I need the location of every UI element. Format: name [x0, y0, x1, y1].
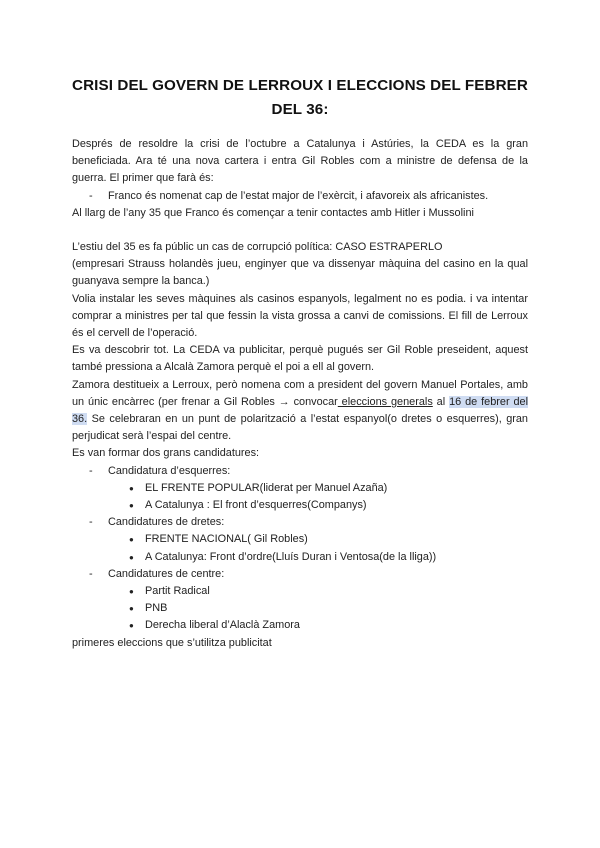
- paragraph-estraperlo: L’estiu del 35 es fa públic un cas de corrupció política: CASO ESTRAPERLO: [72, 241, 443, 254]
- paragraph-strauss: (empresari Strauss holandès jueu, enginyer que va dissenyar màquina del casino en la qual guanyava sempre la banca.): [72, 258, 528, 288]
- sub-list-item-text: Partit Radical: [145, 585, 210, 598]
- dash-marker: -: [89, 516, 93, 529]
- dash-marker: -: [89, 189, 93, 202]
- dash-marker: -: [89, 567, 93, 580]
- sub-list-item-text: A Catalunya: Front d’ordre(Lluís Duran i Ventosa(de la lliga)): [145, 550, 437, 563]
- sub-list-item: [72, 617, 528, 634]
- sub-list-item: [72, 531, 528, 548]
- eleccions-generals-link[interactable]: eleccions generals: [337, 395, 433, 408]
- sub-list-item-text: Derecha liberal d’Alaclà Zamora: [145, 619, 300, 632]
- dash-marker: -: [89, 464, 93, 477]
- title-line-2: DEL 36:: [271, 101, 329, 118]
- sub-list-item: [72, 600, 528, 617]
- sub-list-item: [72, 549, 528, 566]
- title-line-1: CRISI DEL GOVERN DE LERROUX I ELECCIONS DEL FEBRER: [72, 77, 528, 94]
- page-title: [60, 74, 540, 122]
- list-item-label: Candidatures de dretes:: [108, 516, 225, 529]
- paragraph-descobrir: Es va descobrir tot. La CEDA va publicitar, perquè pugués ser Gil Roble preseident, aquest també pressiona a Alcalà Zamora perquè el poi a ell al govern.: [72, 344, 528, 374]
- sub-list-item-text: FRENTE NACIONAL( Gil Robles): [145, 533, 308, 546]
- sub-list-item-text: EL FRENTE POPULAR(liderat per Manuel Azaña): [145, 481, 388, 494]
- bullet-icon: ●: [129, 535, 134, 545]
- list-item-dretes: [72, 514, 528, 531]
- sub-list-item: [72, 583, 528, 600]
- list-item-label: Candidatures de centre:: [108, 567, 225, 580]
- bullet-icon: ●: [129, 552, 134, 562]
- bullet-icon: ●: [129, 483, 134, 493]
- sub-list-item: [72, 497, 528, 514]
- sub-list-item-text: PNB: [145, 602, 168, 615]
- bullet-icon: ●: [129, 587, 134, 597]
- paragraph-ceda: Després de resoldre la crisi de l’octubre a Catalunya i Astúries, la CEDA es la gran beneficiada. Ara té una nova cartera i entra Gil Robles com a ministre de defensa de la guerra. El primer que farà és:: [72, 138, 528, 185]
- highlighted-date: 16 de febrer del 36.: [72, 395, 529, 426]
- paragraph-gap: [72, 222, 528, 239]
- paragraph-candidatures: Es van formar dos grans candidatures:: [72, 447, 260, 460]
- sub-list-item-text: A Catalunya : El front d’esquerres(Companys): [145, 499, 367, 512]
- paragraph-casinos: Volia instalar les seves màquines als casinos espanyols, legalment no es podia. i va intentar comprar a ministres per tal que fessin la vista grossa a canvi de comissions. El fill de Lerroux és el cervell de l’operació.: [72, 292, 528, 340]
- paragraph-franco-contacts: Al llarg de l’any 35 que Franco és començar a tenir contactes amb Hitler i Mussolini: [72, 206, 474, 219]
- zamora-text-al: al: [432, 395, 450, 408]
- zamora-text: Zamora destitueix a Lerroux, però nomena com a president del govern Manuel Portales, amb un únic encàrrec (per frenar a Gil Robles → convocar: [72, 378, 528, 408]
- bullet-icon: ●: [129, 621, 134, 631]
- list-item-label: Candidatura d’esquerres:: [108, 464, 231, 477]
- sub-list-item: [72, 480, 528, 497]
- paragraph-publicitat: primeres eleccions que s’utilitza publicitat: [72, 636, 272, 649]
- list-item-centre: [72, 566, 528, 583]
- bullet-icon: ●: [129, 604, 134, 614]
- list-item-text: Franco és nomenat cap de l’estat major de l’exèrcit, i afavoreix als africanistes.: [108, 189, 489, 202]
- document-body: [72, 136, 528, 652]
- list-item-esquerres: [72, 463, 528, 480]
- bullet-icon: ●: [129, 501, 134, 511]
- paragraph-zamora: [72, 377, 528, 446]
- zamora-text-end: Se celebraran en un punt de polarització a l’estat espanyol(o dretes o esquerres), gran perjudicat serà l’espai del centre.: [72, 413, 528, 443]
- list-item-franco: [72, 188, 528, 205]
